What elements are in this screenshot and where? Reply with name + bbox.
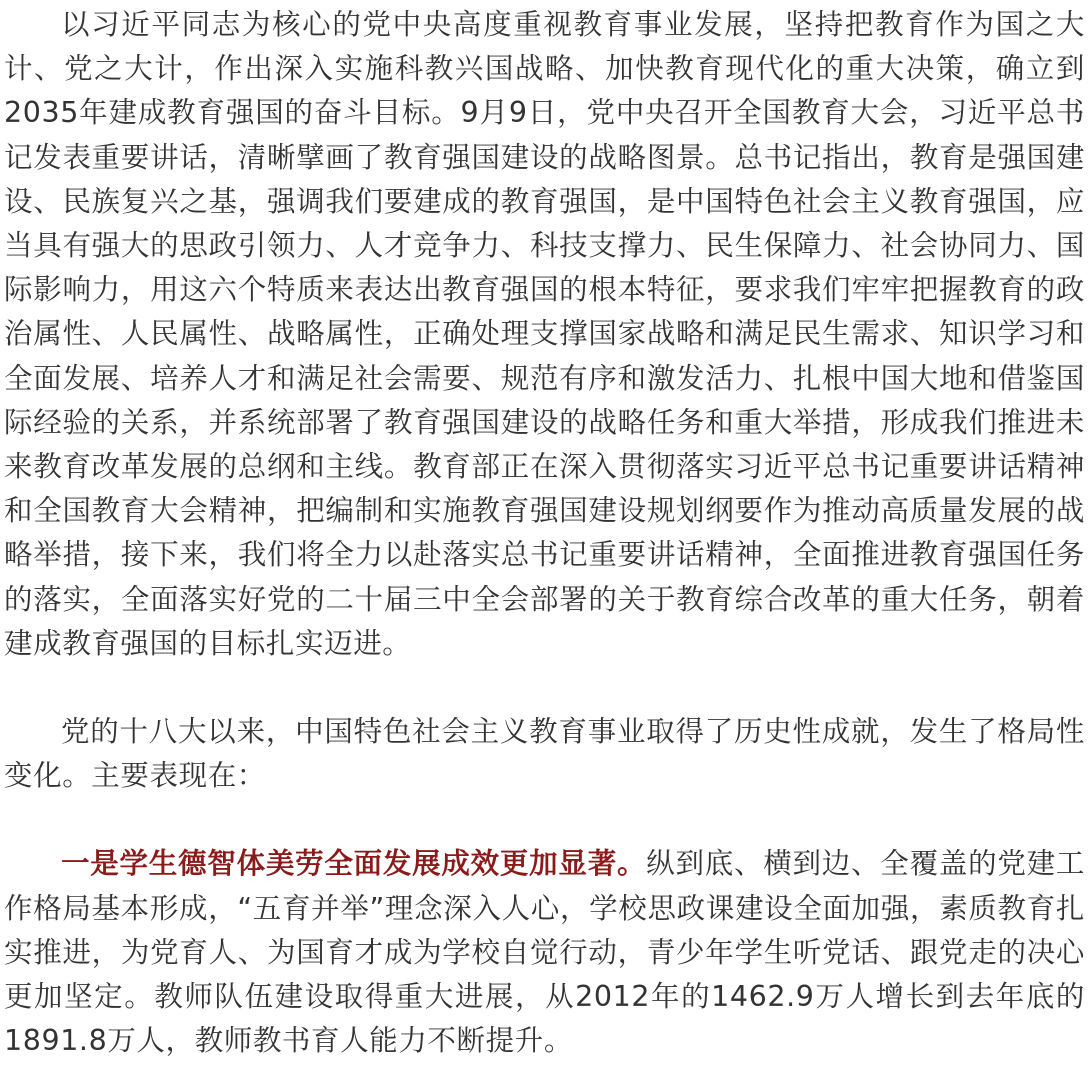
paragraph-achievements-summary-text: 党的十八大以来，中国特色社会主义教育事业取得了历史性成就，发生了格局性变化。主要表现在： (4, 715, 1085, 793)
paragraph-intro-text: 以习近平同志为核心的党中央高度重视教育事业发展，坚持把教育作为国之大计、党之大计，作出深入实施科教兴国战略、加快教育现代化的重大决策，确立到2035年建成教育强国的奋斗目标。9月9日，党中央召开全国教育大会，习近平总书记发表重要讲话，清晰擘画了教育强国建设的战略图景。总书记指出，教育是强国建设、民族复兴之基，强调我们要建成的教育强国，是中国特色社会主义教育强国，应当具有强大的思政引领力、人才竞争力、科技支撑力、民生保障力、社会协同力、国际影响力，用这六个特质来表达出教育强国的根本特征，要求我们牢牢把握教育的政治属性、人民属性、战略属性，正确处理支撑国家战略和满足民生需求、知识学习和全面发展、培养人才和满足社会需要、规范有序和激发活力、扎根中国大地和借鉴国际经验的关系，并系统部署了教育强国建设的战略任务和重大举措，形成我们推进未来教育改革发展的总纲和主线。教育部正在深入贯彻落实习近平总书记重要讲话精神和全国教育大会精神，把编制和实施教育强国建设规划纲要作为推动高质量发展的战略举措，接下来，我们将全力以赴落实总书记重要讲话精神，全面推进教育强国任务的落实，全面落实好党的二十届三中全会部署的关于教育综合改革的重大任务，朝着建成教育强国的目标扎实迈进。 (4, 8, 1085, 660)
article-body (0, 3, 1091, 1063)
paragraph-point-one (4, 842, 1085, 1063)
paragraph-point-one-text: 纵到底、横到边、全覆盖的党建工作格局基本形成，“五育并举”理念深入人心，学校思政课建设全面加强，素质教育扎实推进，为党育人、为国育才成为学校自觉行动，青少年学生听党话、跟党走的决心更加坚定。教师队伍建设取得重大进展，从2012年的1462.9万人增长到去年底的1891.8万人，教师教书育人能力不断提升。 (4, 847, 1085, 1058)
paragraph-intro (4, 3, 1085, 666)
paragraph-achievements-summary (4, 710, 1085, 798)
point-one-heading: 一是学生德智体美劳全面发展成效更加显著。 (61, 847, 647, 881)
